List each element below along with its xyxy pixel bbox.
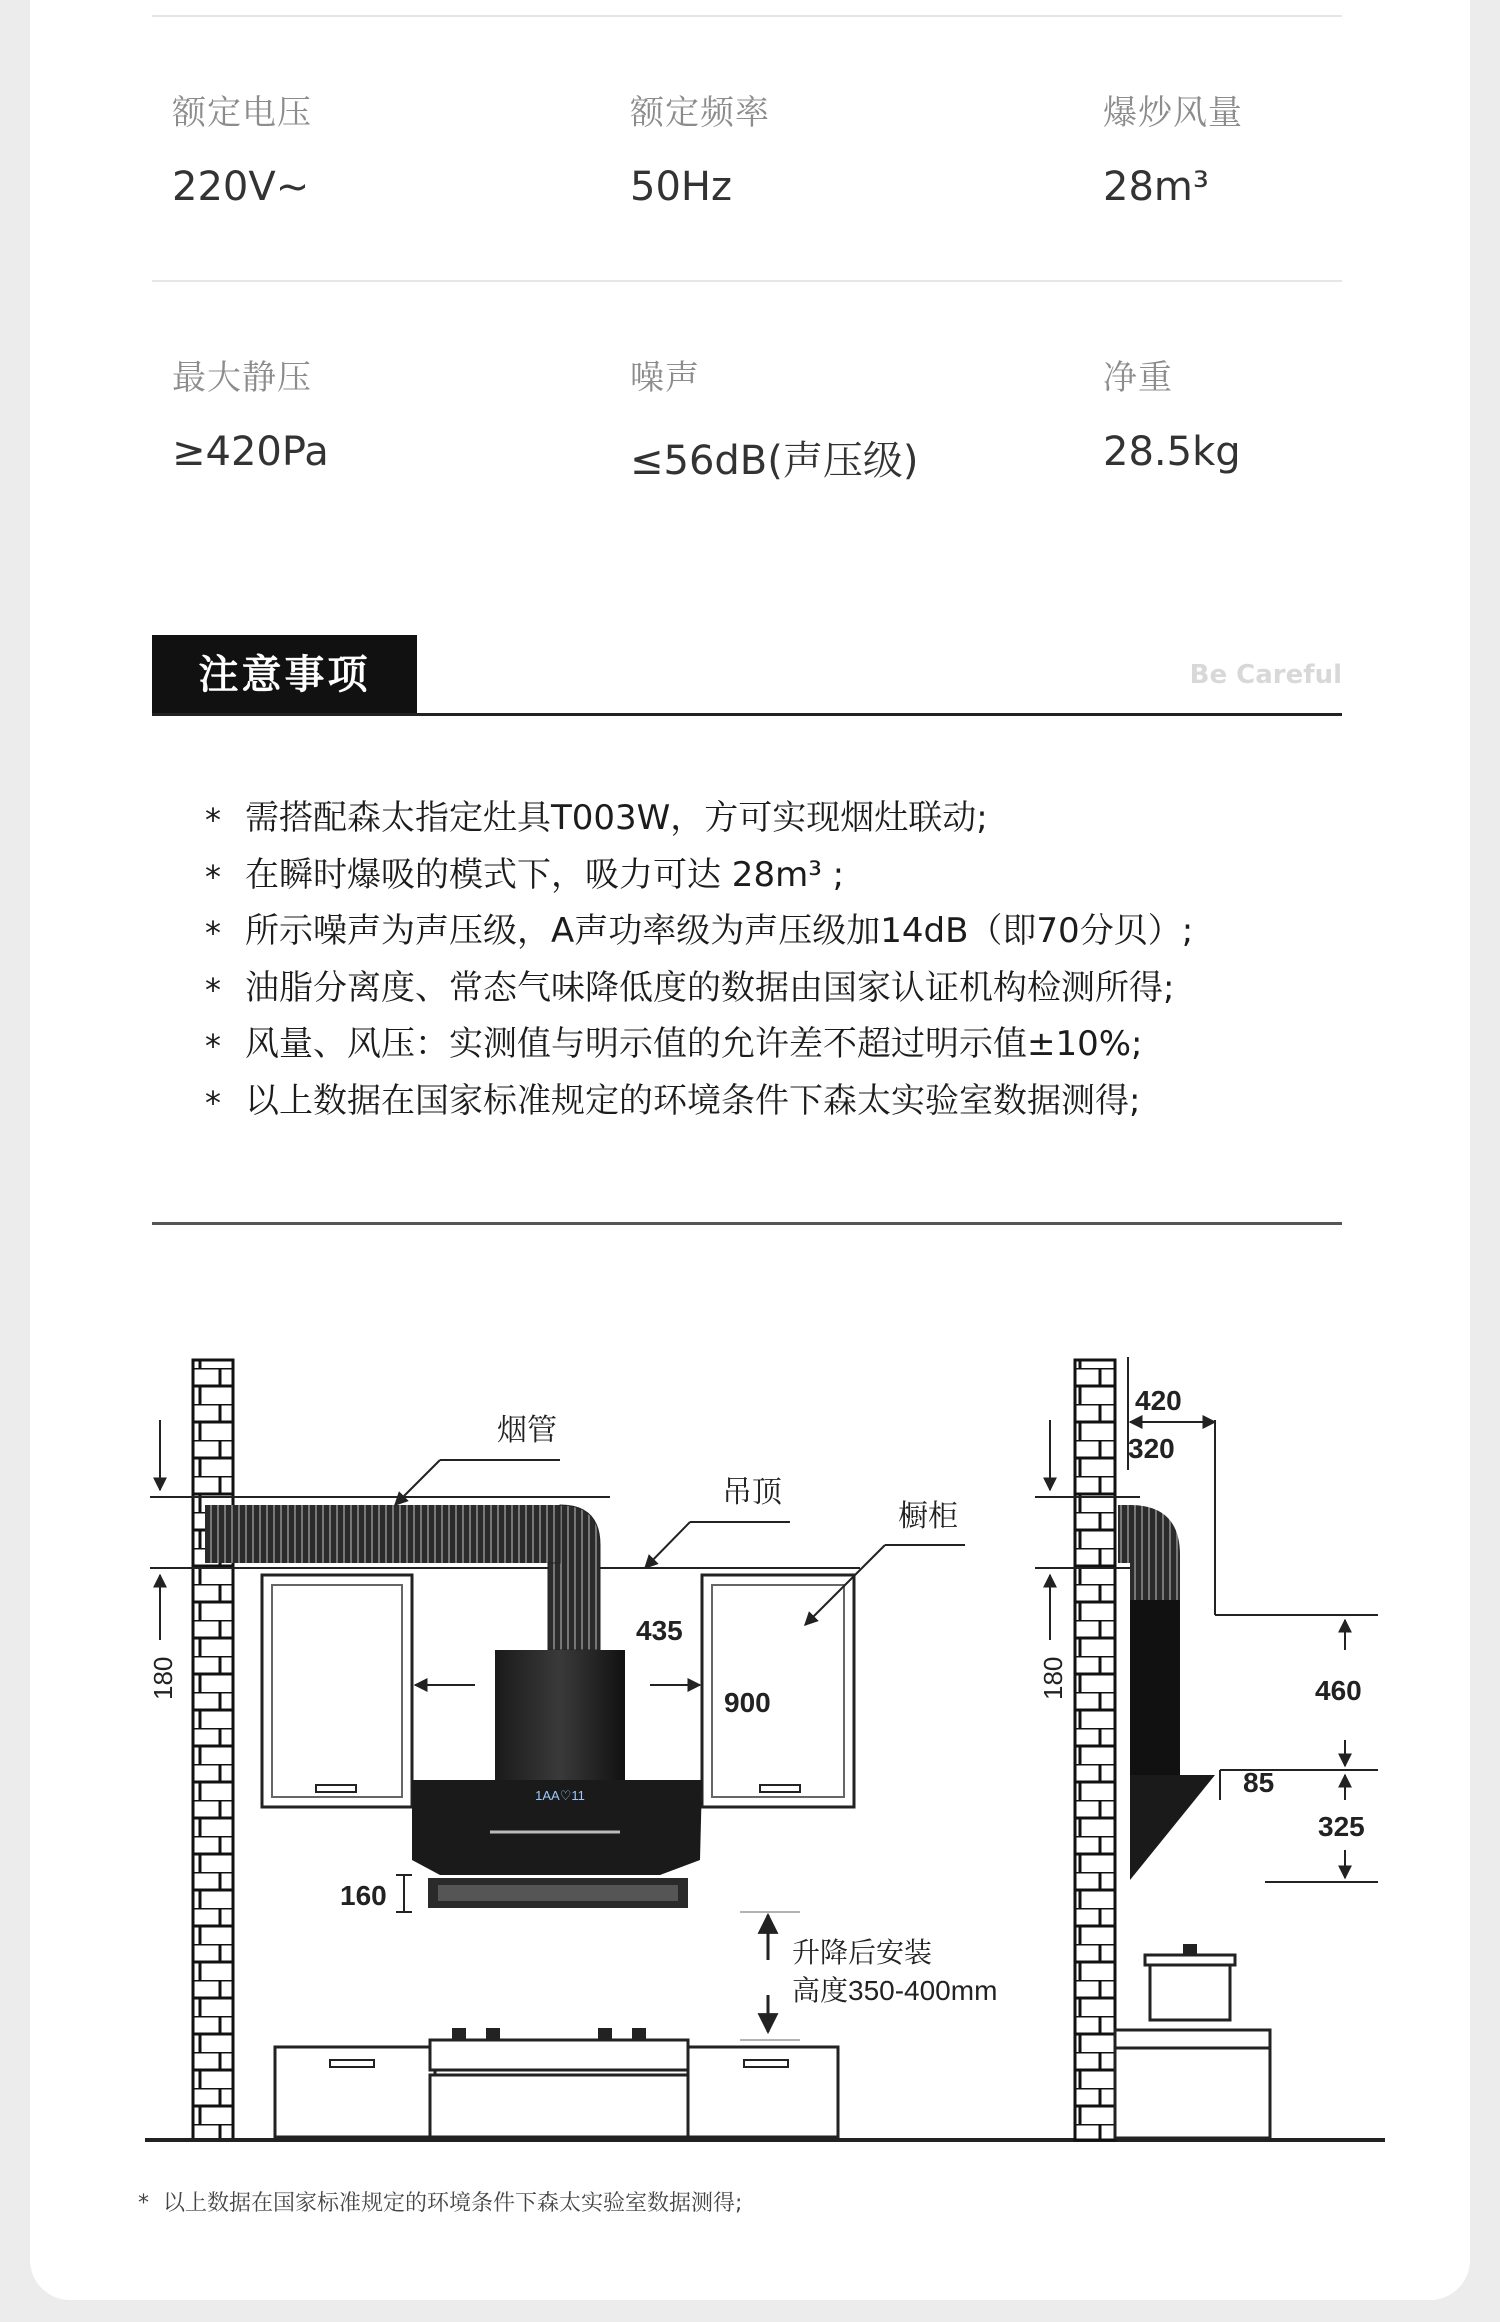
dim-depth-outer: 420 [1135, 1385, 1182, 1416]
hob [430, 2040, 688, 2070]
side-counter [1115, 2048, 1270, 2138]
install-note-1: 升降后安装 [792, 1937, 933, 1968]
spec-label: 额定电压 [172, 93, 312, 133]
hood-chimney [495, 1650, 625, 1780]
dim-side-height: 180 [1038, 1656, 1068, 1700]
spec-label: 额定频率 [630, 93, 770, 133]
spec-value: 220V~ [172, 164, 310, 210]
spec-value: 28m³ [1103, 164, 1209, 210]
spec-label: 净重 [1103, 358, 1173, 398]
dim-depth-inner: 320 [1128, 1433, 1175, 1464]
dim-panel-drop: 160 [340, 1880, 387, 1911]
label-cabinet: 橱柜 [898, 1500, 958, 1533]
spec-label: 爆炒风量 [1103, 93, 1243, 133]
side-hob [1115, 2030, 1270, 2048]
dim-side-lower: 325 [1318, 1811, 1365, 1842]
brick-wall-front [193, 1360, 233, 2140]
note-item: * 所示噪声为声压级，A声功率级为声压级加14dB（即70分贝）; [205, 903, 1193, 960]
note-item: * 需搭配森太指定灶具T003W，方可实现烟灶联动; [205, 790, 1193, 847]
cabinet-left [262, 1575, 412, 1807]
side-hood-upper [1130, 1600, 1180, 1775]
dim-side-upper: 460 [1315, 1675, 1362, 1706]
note-item: * 油脂分离度、常态气味降低度的数据由国家认证机构检测所得; [205, 960, 1193, 1017]
section-title: 注意事项 [152, 635, 417, 715]
spec-value: 28.5kg [1103, 429, 1241, 475]
label-duct: 烟管 [497, 1414, 557, 1447]
spec-value: 50Hz [630, 164, 732, 210]
pot [1150, 1962, 1230, 2020]
dim-left-height: 180 [148, 1656, 178, 1700]
dim-side-panel: 85 [1243, 1767, 1275, 1798]
spec-label: 最大静压 [172, 358, 312, 398]
note-item: * 风量、风压：实测值与明示值的允许差不超过明示值±10%; [205, 1016, 1193, 1073]
dim-gap: 435 [636, 1615, 683, 1646]
duct-horizontal [205, 1505, 565, 1563]
spec-value: ≥420Pa [172, 429, 329, 475]
section-subtitle: Be Careful [1189, 660, 1342, 690]
install-note-2: 高度350-400mm [792, 1975, 998, 2006]
brick-wall-side [1075, 1360, 1115, 2140]
side-hood-panel [1130, 1775, 1215, 1880]
footnote-text: 以上数据在国家标准规定的环境条件下森太实验室数据测得; [163, 2191, 743, 2216]
dim-cabinet-width: 900 [724, 1687, 771, 1718]
spec-value: ≤56dB(声压级) [630, 438, 919, 484]
label-ceiling: 吊顶 [722, 1476, 782, 1509]
footnote: * 以上数据在国家标准规定的环境条件下森太实验室数据测得; [138, 2191, 743, 2216]
spec-label: 噪声 [630, 358, 700, 398]
note-item: * 以上数据在国家标准规定的环境条件下森太实验室数据测得; [205, 1073, 1193, 1130]
hood-display: 1AA♡11 [535, 1788, 585, 1803]
note-item: * 在瞬时爆吸的模式下，吸力可达 28m³ ; [205, 847, 1193, 904]
